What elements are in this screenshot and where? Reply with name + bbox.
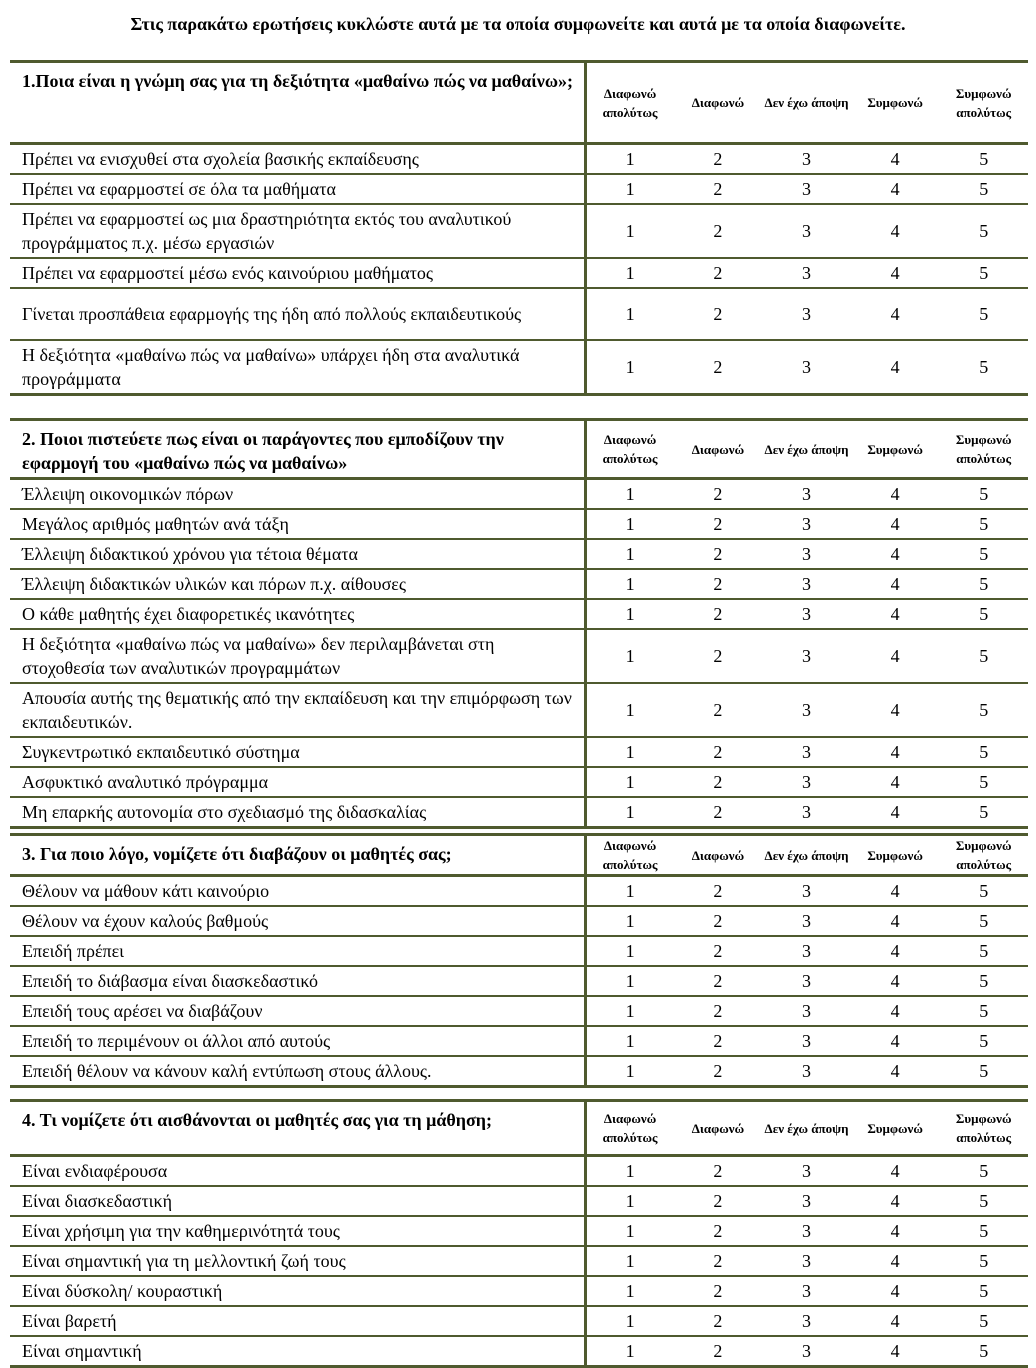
rating-option-1[interactable]: 1 (585, 876, 674, 907)
rating-option-5[interactable]: 5 (939, 1276, 1028, 1306)
rating-option-3[interactable]: 3 (762, 340, 851, 395)
table-header-row (10, 62, 1028, 144)
rating-option-4[interactable]: 4 (851, 683, 940, 737)
rating-option-5[interactable]: 5 (939, 767, 1028, 797)
rating-option-2[interactable]: 2 (674, 1276, 763, 1306)
rating-option-3[interactable]: 3 (762, 599, 851, 629)
rating-option-2[interactable]: 2 (674, 288, 763, 340)
rating-option-1[interactable]: 1 (585, 996, 674, 1026)
rating-option-1[interactable]: 1 (585, 258, 674, 288)
rating-option-3[interactable]: 3 (762, 1056, 851, 1087)
statement-text: Πρέπει να εφαρμοστεί σε όλα τα μαθήματα (10, 174, 585, 204)
rating-option-1[interactable]: 1 (585, 599, 674, 629)
scale-header: Διαφωνώ απολύτως (585, 62, 674, 144)
rating-option-4[interactable]: 4 (851, 1056, 940, 1087)
rating-option-2[interactable]: 2 (674, 539, 763, 569)
table-row (10, 509, 1028, 539)
table-row (10, 767, 1028, 797)
table-row (10, 1336, 1028, 1367)
statement-text: Επειδή το διάβασμα είναι διασκεδαστικό (10, 966, 585, 996)
scale-header: Διαφωνώ απολύτως (585, 1101, 674, 1156)
table-row (10, 906, 1028, 936)
rating-option-1[interactable]: 1 (585, 1216, 674, 1246)
scale-header: Συμφωνώ απολύτως (939, 62, 1028, 144)
rating-option-4[interactable]: 4 (851, 906, 940, 936)
table-row (10, 204, 1028, 258)
rating-option-3[interactable]: 3 (762, 1216, 851, 1246)
rating-option-5[interactable]: 5 (939, 509, 1028, 539)
rating-option-1[interactable]: 1 (585, 1336, 674, 1367)
rating-option-4[interactable]: 4 (851, 1026, 940, 1056)
statement-text: Επειδή θέλουν να κάνουν καλή εντύπωση στους άλλους. (10, 1056, 585, 1087)
statement-text: Πρέπει να ενισχυθεί στα σχολεία βασικής εκπαίδευσης (10, 144, 585, 175)
rating-option-2[interactable]: 2 (674, 1216, 763, 1246)
rating-option-5[interactable]: 5 (939, 1306, 1028, 1336)
rating-option-4[interactable]: 4 (851, 767, 940, 797)
rating-option-5[interactable]: 5 (939, 569, 1028, 599)
rating-option-4[interactable]: 4 (851, 629, 940, 683)
table-row (10, 1056, 1028, 1087)
table-row (10, 797, 1028, 828)
rating-option-5[interactable]: 5 (939, 629, 1028, 683)
scale-header: Συμφωνώ (851, 1101, 940, 1156)
question-heading: 2. Ποιοι πιστεύετε πως είναι οι παράγοντες που εμποδίζουν την εφαρμογή του «μαθαίνω πώς να μαθαίνω» (10, 420, 585, 479)
rating-option-5[interactable]: 5 (939, 797, 1028, 828)
scale-header: Συμφωνώ απολύτως (939, 1101, 1028, 1156)
statement-text: Μη επαρκής αυτονομία στο σχεδιασμό της διδασκαλίας (10, 797, 585, 828)
rating-option-5[interactable]: 5 (939, 737, 1028, 767)
question-section-2 (10, 418, 1028, 829)
rating-option-5[interactable]: 5 (939, 258, 1028, 288)
question-heading: 3. Για ποιο λόγο, νομίζετε ότι διαβάζουν οι μαθητές σας; (10, 835, 585, 876)
rating-option-1[interactable]: 1 (585, 539, 674, 569)
scale-header: Δεν έχω άποψη (762, 420, 851, 479)
scale-header: Διαφωνώ (674, 1101, 763, 1156)
rating-option-3[interactable]: 3 (762, 1186, 851, 1216)
rating-option-4[interactable]: 4 (851, 1156, 940, 1187)
rating-option-3[interactable]: 3 (762, 204, 851, 258)
rating-option-2[interactable]: 2 (674, 1336, 763, 1367)
scale-header: Διαφωνώ (674, 835, 763, 876)
rating-option-4[interactable]: 4 (851, 599, 940, 629)
rating-option-1[interactable]: 1 (585, 966, 674, 996)
rating-option-1[interactable]: 1 (585, 767, 674, 797)
statement-text: Πρέπει να εφαρμοστεί ως μια δραστηριότητα εκτός του αναλυτικού προγράμματος π.χ. μέσω εργασιών (10, 204, 585, 258)
rating-option-2[interactable]: 2 (674, 1156, 763, 1187)
rating-option-2[interactable]: 2 (674, 1246, 763, 1276)
statement-text: Έλλειψη διδακτικού χρόνου για τέτοια θέματα (10, 539, 585, 569)
rating-option-4[interactable]: 4 (851, 174, 940, 204)
rating-option-5[interactable]: 5 (939, 1336, 1028, 1367)
question-section-3 (10, 833, 1028, 1088)
statement-text: Πρέπει να εφαρμοστεί μέσω ενός καινούριου μαθήματος (10, 258, 585, 288)
rating-option-3[interactable]: 3 (762, 539, 851, 569)
rating-option-3[interactable]: 3 (762, 966, 851, 996)
table-row (10, 258, 1028, 288)
scale-header: Δεν έχω άποψη (762, 835, 851, 876)
rating-option-4[interactable]: 4 (851, 204, 940, 258)
statement-text: Είναι ενδιαφέρουσα (10, 1156, 585, 1187)
table-row (10, 1306, 1028, 1336)
rating-option-5[interactable]: 5 (939, 996, 1028, 1026)
scale-header: Διαφωνώ απολύτως (585, 420, 674, 479)
scale-header: Διαφωνώ (674, 62, 763, 144)
statement-text: Είναι δύσκολη/ κουραστική (10, 1276, 585, 1306)
rating-option-2[interactable]: 2 (674, 204, 763, 258)
scale-header: Διαφωνώ (674, 420, 763, 479)
statement-text: Επειδή πρέπει (10, 936, 585, 966)
rating-option-5[interactable]: 5 (939, 966, 1028, 996)
rating-option-4[interactable]: 4 (851, 539, 940, 569)
table-row (10, 144, 1028, 175)
likert-table (10, 1099, 1028, 1368)
rating-option-5[interactable]: 5 (939, 340, 1028, 395)
rating-option-2[interactable]: 2 (674, 144, 763, 175)
rating-option-4[interactable]: 4 (851, 258, 940, 288)
rating-option-5[interactable]: 5 (939, 1026, 1028, 1056)
rating-option-2[interactable]: 2 (674, 1306, 763, 1336)
rating-option-2[interactable]: 2 (674, 737, 763, 767)
rating-option-5[interactable]: 5 (939, 683, 1028, 737)
rating-option-3[interactable]: 3 (762, 767, 851, 797)
statement-text: Ο κάθε μαθητής έχει διαφορετικές ικανότητες (10, 599, 585, 629)
rating-option-3[interactable]: 3 (762, 737, 851, 767)
rating-option-2[interactable]: 2 (674, 629, 763, 683)
rating-option-2[interactable]: 2 (674, 1186, 763, 1216)
statement-text: Η δεξιότητα «μαθαίνω πώς να μαθαίνω» δεν περιλαμβάνεται στη στοχοθεσία των αναλυτικών προγραμμάτων (10, 629, 585, 683)
rating-option-2[interactable]: 2 (674, 683, 763, 737)
rating-option-2[interactable]: 2 (674, 599, 763, 629)
table-row (10, 1186, 1028, 1216)
rating-option-3[interactable]: 3 (762, 797, 851, 828)
statement-text: Θέλουν να έχουν καλούς βαθμούς (10, 906, 585, 936)
rating-option-1[interactable]: 1 (585, 797, 674, 828)
rating-option-1[interactable]: 1 (585, 737, 674, 767)
rating-option-4[interactable]: 4 (851, 340, 940, 395)
rating-option-2[interactable]: 2 (674, 1026, 763, 1056)
statement-text: Είναι σημαντική (10, 1336, 585, 1367)
scale-header: Συμφωνώ (851, 420, 940, 479)
rating-option-4[interactable]: 4 (851, 996, 940, 1026)
statement-text: Έλλειψη οικονομικών πόρων (10, 479, 585, 510)
rating-option-1[interactable]: 1 (585, 1276, 674, 1306)
rating-option-5[interactable]: 5 (939, 936, 1028, 966)
table-row (10, 936, 1028, 966)
likert-table (10, 418, 1028, 829)
rating-option-4[interactable]: 4 (851, 797, 940, 828)
rating-option-1[interactable]: 1 (585, 1026, 674, 1056)
rating-option-3[interactable]: 3 (762, 174, 851, 204)
table-row (10, 1026, 1028, 1056)
rating-option-3[interactable]: 3 (762, 569, 851, 599)
likert-table (10, 833, 1028, 1088)
statement-text: Γίνεται προσπάθεια εφαρμογής της ήδη από πολλούς εκπαιδευτικούς (10, 288, 585, 340)
rating-option-3[interactable]: 3 (762, 906, 851, 936)
rating-option-2[interactable]: 2 (674, 174, 763, 204)
rating-option-1[interactable]: 1 (585, 340, 674, 395)
rating-option-1[interactable]: 1 (585, 174, 674, 204)
rating-option-3[interactable]: 3 (762, 479, 851, 510)
statement-text: Συγκεντρωτικό εκπαιδευτικό σύστημα (10, 737, 585, 767)
rating-option-1[interactable]: 1 (585, 1056, 674, 1087)
question-heading: 1.Ποια είναι η γνώμη σας για τη δεξιότητα «μαθαίνω πώς να μαθαίνω»; (10, 62, 585, 144)
rating-option-4[interactable]: 4 (851, 1186, 940, 1216)
rating-option-5[interactable]: 5 (939, 204, 1028, 258)
statement-text: Απουσία αυτής της θεματικής από την εκπαίδευση και την επιμόρφωση των εκπαιδευτικών. (10, 683, 585, 737)
rating-option-1[interactable]: 1 (585, 936, 674, 966)
rating-option-5[interactable]: 5 (939, 1186, 1028, 1216)
rating-option-4[interactable]: 4 (851, 876, 940, 907)
scale-header: Συμφωνώ (851, 835, 940, 876)
table-row (10, 966, 1028, 996)
statement-text: Έλλειψη διδακτικών υλικών και πόρων π.χ. αίθουσες (10, 569, 585, 599)
rating-option-4[interactable]: 4 (851, 1276, 940, 1306)
statement-text: Είναι διασκεδαστική (10, 1186, 585, 1216)
rating-option-5[interactable]: 5 (939, 539, 1028, 569)
statement-text: Είναι βαρετή (10, 1306, 585, 1336)
rating-option-4[interactable]: 4 (851, 936, 940, 966)
rating-option-1[interactable]: 1 (585, 1186, 674, 1216)
scale-header: Διαφωνώ απολύτως (585, 835, 674, 876)
rating-option-2[interactable]: 2 (674, 876, 763, 907)
rating-option-4[interactable]: 4 (851, 288, 940, 340)
rating-option-4[interactable]: 4 (851, 144, 940, 175)
page-title: Στις παρακάτω ερωτήσεις κυκλώστε αυτά με τα οποία συμφωνείτε και αυτά με τα οποία διαφωνείτε. (130, 14, 906, 34)
rating-option-5[interactable]: 5 (939, 1156, 1028, 1187)
rating-option-5[interactable]: 5 (939, 599, 1028, 629)
table-row (10, 1216, 1028, 1246)
rating-option-1[interactable]: 1 (585, 509, 674, 539)
table-row (10, 996, 1028, 1026)
rating-option-3[interactable]: 3 (762, 996, 851, 1026)
rating-option-3[interactable]: 3 (762, 509, 851, 539)
rating-option-1[interactable]: 1 (585, 1246, 674, 1276)
rating-option-4[interactable]: 4 (851, 509, 940, 539)
rating-option-1[interactable]: 1 (585, 204, 674, 258)
scale-header: Δεν έχω άποψη (762, 1101, 851, 1156)
rating-option-4[interactable]: 4 (851, 1216, 940, 1246)
table-header-row (10, 1101, 1028, 1156)
rating-option-2[interactable]: 2 (674, 1056, 763, 1087)
scale-header: Συμφωνώ (851, 62, 940, 144)
rating-option-3[interactable]: 3 (762, 1336, 851, 1367)
rating-option-4[interactable]: 4 (851, 1306, 940, 1336)
rating-option-3[interactable]: 3 (762, 258, 851, 288)
scale-header: Δεν έχω άποψη (762, 62, 851, 144)
table-row (10, 1156, 1028, 1187)
rating-option-2[interactable]: 2 (674, 996, 763, 1026)
question-section-4 (10, 1099, 1028, 1368)
table-row (10, 683, 1028, 737)
rating-option-4[interactable]: 4 (851, 479, 940, 510)
table-row (10, 569, 1028, 599)
table-row (10, 340, 1028, 395)
rating-option-3[interactable]: 3 (762, 288, 851, 340)
statement-text: Η δεξιότητα «μαθαίνω πώς να μαθαίνω» υπάρχει ήδη στα αναλυτικά προγράμματα (10, 340, 585, 395)
rating-option-3[interactable]: 3 (762, 1156, 851, 1187)
table-row (10, 288, 1028, 340)
rating-option-2[interactable]: 2 (674, 479, 763, 510)
rating-option-5[interactable]: 5 (939, 876, 1028, 907)
rating-option-2[interactable]: 2 (674, 258, 763, 288)
rating-option-3[interactable]: 3 (762, 144, 851, 175)
rating-option-5[interactable]: 5 (939, 906, 1028, 936)
statement-text: Θέλουν να μάθουν κάτι καινούριο (10, 876, 585, 907)
rating-option-3[interactable]: 3 (762, 936, 851, 966)
rating-option-4[interactable]: 4 (851, 737, 940, 767)
rating-option-1[interactable]: 1 (585, 144, 674, 175)
statement-text: Επειδή το περιμένουν οι άλλοι από αυτούς (10, 1026, 585, 1056)
rating-option-5[interactable]: 5 (939, 1056, 1028, 1087)
rating-option-3[interactable]: 3 (762, 629, 851, 683)
rating-option-2[interactable]: 2 (674, 797, 763, 828)
rating-option-5[interactable]: 5 (939, 288, 1028, 340)
rating-option-5[interactable]: 5 (939, 1216, 1028, 1246)
rating-option-3[interactable]: 3 (762, 1246, 851, 1276)
table-row (10, 479, 1028, 510)
rating-option-2[interactable]: 2 (674, 767, 763, 797)
statement-text: Μεγάλος αριθμός μαθητών ανά τάξη (10, 509, 585, 539)
rating-option-3[interactable]: 3 (762, 683, 851, 737)
table-row (10, 174, 1028, 204)
rating-option-2[interactable]: 2 (674, 936, 763, 966)
rating-option-2[interactable]: 2 (674, 340, 763, 395)
table-row (10, 1246, 1028, 1276)
rating-option-4[interactable]: 4 (851, 1246, 940, 1276)
table-row (10, 1276, 1028, 1306)
rating-option-5[interactable]: 5 (939, 1246, 1028, 1276)
statement-text: Είναι χρήσιμη για την καθημερινότητά τους (10, 1216, 585, 1246)
rating-option-1[interactable]: 1 (585, 683, 674, 737)
rating-option-1[interactable]: 1 (585, 288, 674, 340)
likert-table (10, 60, 1028, 396)
question-section-1 (10, 60, 1028, 396)
table-row (10, 737, 1028, 767)
rating-option-4[interactable]: 4 (851, 1336, 940, 1367)
rating-option-1[interactable]: 1 (585, 906, 674, 936)
table-row (10, 539, 1028, 569)
rating-option-3[interactable]: 3 (762, 1026, 851, 1056)
rating-option-2[interactable]: 2 (674, 966, 763, 996)
rating-option-1[interactable]: 1 (585, 1156, 674, 1187)
rating-option-1[interactable]: 1 (585, 569, 674, 599)
rating-option-4[interactable]: 4 (851, 569, 940, 599)
rating-option-3[interactable]: 3 (762, 1276, 851, 1306)
scale-header: Συμφωνώ απολύτως (939, 420, 1028, 479)
rating-option-4[interactable]: 4 (851, 966, 940, 996)
table-row (10, 599, 1028, 629)
table-row (10, 629, 1028, 683)
rating-option-5[interactable]: 5 (939, 479, 1028, 510)
rating-option-5[interactable]: 5 (939, 144, 1028, 175)
rating-option-2[interactable]: 2 (674, 569, 763, 599)
rating-option-1[interactable]: 1 (585, 629, 674, 683)
table-header-row (10, 420, 1028, 479)
question-heading: 4. Τι νομίζετε ότι αισθάνονται οι μαθητές σας για τη μάθηση; (10, 1101, 585, 1156)
rating-option-1[interactable]: 1 (585, 479, 674, 510)
table-header-row (10, 835, 1028, 876)
statement-text: Είναι σημαντική για τη μελλοντική ζωή τους (10, 1246, 585, 1276)
statement-text: Επειδή τους αρέσει να διαβάζουν (10, 996, 585, 1026)
rating-option-1[interactable]: 1 (585, 1306, 674, 1336)
rating-option-5[interactable]: 5 (939, 174, 1028, 204)
statement-text: Ασφυκτικό αναλυτικό πρόγραμμα (10, 767, 585, 797)
scale-header: Συμφωνώ απολύτως (939, 835, 1028, 876)
rating-option-3[interactable]: 3 (762, 876, 851, 907)
table-row (10, 876, 1028, 907)
rating-option-2[interactable]: 2 (674, 509, 763, 539)
rating-option-2[interactable]: 2 (674, 906, 763, 936)
rating-option-3[interactable]: 3 (762, 1306, 851, 1336)
